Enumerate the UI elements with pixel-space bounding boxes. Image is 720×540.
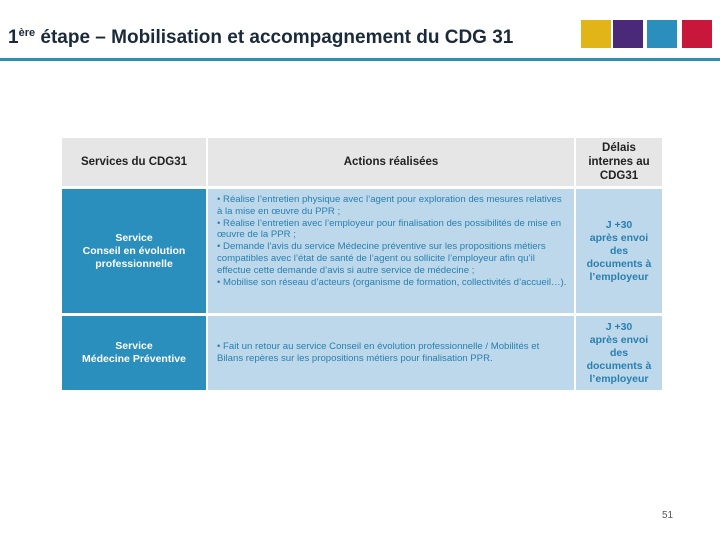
color-swatch-yellow <box>581 20 611 48</box>
color-swatch-blue <box>647 20 677 48</box>
delay-cell-conseil: J +30 après envoi des documents à l’employeur <box>576 189 662 313</box>
column-header-delays: Délais internes au CDG31 <box>576 138 662 186</box>
column-header-services: Services du CDG31 <box>62 138 206 186</box>
delay-cell-medecine: J +30 après envoi des documents à l’employeur <box>576 316 662 390</box>
service-cell-medecine: Service Médecine Préventive <box>62 316 206 390</box>
services-table <box>62 138 662 390</box>
page-title: 1ère étape – Mobilisation et accompagnement du CDG 31 <box>8 27 514 48</box>
color-swatch-red <box>682 20 712 48</box>
action-item: • Fait un retour au service Conseil en évolution professionnelle / Mobilités et Bilans repères sur les propositions métiers pour finalisation PPR. <box>217 341 540 364</box>
actions-cell-conseil <box>208 189 574 313</box>
service-cell-conseil: Service Conseil en évolution professionnelle <box>62 189 206 313</box>
action-item: • Demande l’avis du service Médecine préventive sur les propositions métiers compatibles avec l’état de santé de l’agent ou sollicite l’employeur afin qu’il effectue cette demande d’avis si autre service de médecine ; <box>217 241 546 276</box>
action-item: • Mobilise son réseau d’acteurs (organisme de formation, collectivités d’accueil…). <box>217 276 567 288</box>
header-divider <box>0 58 720 61</box>
column-header-actions: Actions réalisées <box>208 138 574 186</box>
action-item: • Réalise l’entretien physique avec l’agent pour exploration des mesures relatives à la mise en œuvre du PPR ; <box>217 194 562 217</box>
actions-cell-medecine <box>208 316 574 390</box>
page-number: 51 <box>662 510 674 521</box>
action-item: • Réalise l’entretien avec l’employeur pour finalisation des possibilités de mise en œuvre de la PPR ; <box>217 217 562 241</box>
color-swatch-purple <box>613 20 643 48</box>
